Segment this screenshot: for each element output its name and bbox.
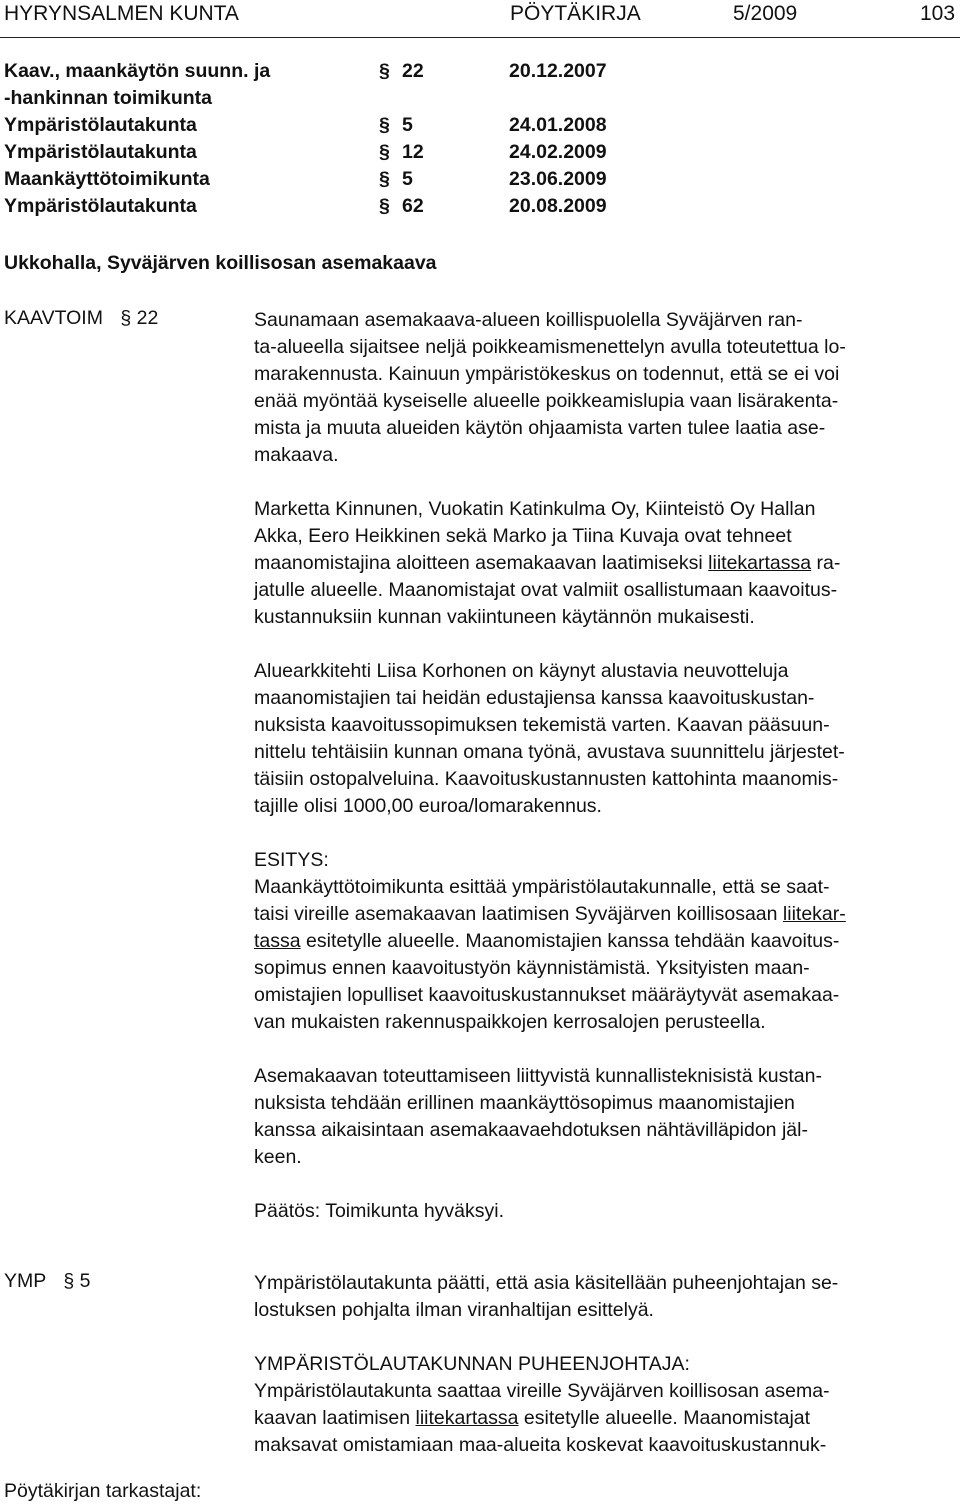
paragraph-line <box>254 550 954 577</box>
paragraph-line: Maankäyttötoimikunta esittää ympäristölautakunnalle, että se saat- <box>254 876 830 898</box>
paragraph-line: Aluearkkitehti Liisa Korhonen on käynyt alustavia neuvotteluja <box>254 660 789 682</box>
esitys-heading: ESITYS: <box>254 849 329 871</box>
chair-heading: YMPÄRISTÖLAUTAKUNNAN PUHEENJOHTAJA: <box>254 1353 690 1375</box>
attachment-map-link[interactable]: liitekar- <box>782 903 846 925</box>
paragraph-line: Marketta Kinnunen, Vuokatin Katinkulma Oy, Kiinteistö Oy Hallan <box>254 498 816 520</box>
paragraph-line: Akka, Eero Heikkinen sekä Marko ja Tiina Kuvaja ovat tehneet <box>254 525 792 547</box>
section-symbol: § <box>379 60 390 82</box>
handling-row <box>4 114 664 141</box>
section-symbol: § <box>379 114 390 136</box>
municipality-name: HYRYNSALMEN KUNTA <box>4 2 239 25</box>
paragraph-line: nuksista tehdään erillinen maankäyttösopimus maanomistajien <box>254 1092 795 1114</box>
handling-body: -hankinnan toimikunta <box>4 87 213 109</box>
paragraph-line: tajille olisi 1000,00 euroa/lomarakennus. <box>254 795 602 817</box>
paragraph-line: jatulle alueelle. Maanomistajat ovat valmiit osallistumaan kaavoitus- <box>254 579 838 601</box>
paragraph-line: Ympäristölautakunta saattaa vireille Syväjärven koillisosan asema- <box>254 1380 830 1402</box>
handling-body: Kaav., maankäytön suunn. ja <box>4 60 271 82</box>
handling-date: 20.12.2007 <box>509 60 607 82</box>
paragraph-line: maksavat omistamiaan maa-alueita koskevat kaavoituskustannuk- <box>254 1434 827 1456</box>
document-title: Ukkohalla, Syväjärven koillisosan asemakaava <box>4 252 437 274</box>
handling-date: 20.08.2009 <box>509 195 607 217</box>
paragraph-line: makaava. <box>254 444 339 466</box>
paragraph-line: nittelu tehtäisiin kunnan omana työnä, avustava suunnittelu järjestet- <box>254 741 845 763</box>
handling-body: Ympäristölautakunta <box>4 114 197 136</box>
paragraph-line: maanomistajien tai heidän edustajiensa kanssa kaavoituskustan- <box>254 687 815 709</box>
decision-line: Päätös: Toimikunta hyväksyi. <box>254 1200 505 1222</box>
handling-date: 23.06.2009 <box>509 168 607 190</box>
section-body-text <box>254 307 954 1225</box>
section-symbol: § <box>379 168 390 190</box>
handling-number: 12 <box>402 141 424 163</box>
text-run: ra- <box>811 552 841 574</box>
section-number: 5 <box>79 1270 91 1292</box>
paragraph-line: van mukaisten rakennuspaikkojen kerrosalojen perusteella. <box>254 1011 766 1033</box>
paragraph-line: kanssa aikaisintaan asemakaavaehdotuksen nähtävilläpidon jäl- <box>254 1119 808 1141</box>
text-run: taisi vireille asemakaavan laatimisen Syväjärven koillisosaan <box>254 903 783 925</box>
paragraph-line: sopimus ennen kaavoitustyön käynnistämistä. Yksityisten maan- <box>254 957 810 979</box>
document-type: PÖYTÄKIRJA <box>510 2 641 25</box>
paragraph-line: täisiin ostopalveluina. Kaavoituskustannusten kattohinta maanomis- <box>254 768 839 790</box>
handling-row <box>4 168 664 195</box>
paragraph-line: omistajien lopulliset kaavoituskustannukset määräytyvät asemakaa- <box>254 984 840 1006</box>
section-symbol: § <box>379 195 390 217</box>
paragraph-line <box>254 901 954 928</box>
handling-row <box>4 141 664 168</box>
paragraph-line: mista ja muuta alueiden käytön ohjaamista varten tulee laatia ase- <box>254 417 826 439</box>
section-symbol: § <box>63 1270 75 1292</box>
handling-row <box>4 87 664 114</box>
text-run: esitetylle alueelle. Maanomistajien kanssa tehdään kaavoitus- <box>300 930 840 952</box>
section-body: YMP <box>4 1270 46 1292</box>
handling-row <box>4 195 664 222</box>
section-label <box>4 1270 90 1293</box>
handling-number: 5 <box>402 114 413 136</box>
section-number: 22 <box>136 307 159 329</box>
section-symbol: § <box>120 307 132 329</box>
paragraph-line: Ympäristölautakunta päätti, että asia käsitellään puheenjohtajan se- <box>254 1272 839 1294</box>
text-run: kaavan laatimisen <box>254 1407 416 1429</box>
paragraph-line <box>254 1405 954 1432</box>
handling-number: 5 <box>402 168 413 190</box>
paragraph-line: nuksista kaavoitussopimuksen tekemistä varten. Kaavan pääsuun- <box>254 714 830 736</box>
attachment-map-link[interactable]: liitekartassa <box>708 552 812 574</box>
reviewers-label: Pöytäkirjan tarkastajat: <box>4 1480 202 1502</box>
paragraph-line: kustannuksiin kunnan vakiintuneen käytännön mukaisesti. <box>254 606 755 628</box>
handling-body: Maankäyttötoimikunta <box>4 168 210 190</box>
handling-number: 62 <box>402 195 424 217</box>
attachment-map-link[interactable]: liitekartassa <box>415 1407 519 1429</box>
section-label <box>4 307 158 330</box>
section-symbol: § <box>379 141 390 163</box>
handling-date: 24.02.2009 <box>509 141 607 163</box>
handling-body: Ympäristölautakunta <box>4 141 197 163</box>
header-rule <box>0 37 960 38</box>
paragraph-line: marakennusta. Kainuun ympäristökeskus on todennut, että se ei voi <box>254 363 840 385</box>
page-number: 103 <box>920 2 956 25</box>
paragraph-line <box>254 928 954 955</box>
attachment-map-link[interactable]: tassa <box>254 930 301 952</box>
section-body: KAAVTOIM <box>4 307 103 329</box>
text-run: maanomistajina aloitteen asemakaavan laatimiseksi <box>254 552 709 574</box>
handling-row <box>4 60 664 87</box>
issue-number: 5/2009 <box>733 2 798 25</box>
handling-body: Ympäristölautakunta <box>4 195 197 217</box>
handling-number: 22 <box>402 60 424 82</box>
paragraph-line: ta-alueella sijaitsee neljä poikkeamismenettelyn avulla toteutettua lo- <box>254 336 846 358</box>
paragraph-line: lostuksen pohjalta ilman viranhaltijan esittelyä. <box>254 1299 654 1321</box>
section-body-text <box>254 1270 954 1459</box>
paragraph-line: enää myöntää kyseiselle alueelle poikkeamislupia vaan lisärakenta- <box>254 390 839 412</box>
paragraph-line: Asemakaavan toteuttamiseen liittyvistä kunnallisteknisistä kustan- <box>254 1065 822 1087</box>
handling-date: 24.01.2008 <box>509 114 607 136</box>
text-run: esitetylle alueelle. Maanomistajat <box>518 1407 811 1429</box>
paragraph-line: keen. <box>254 1146 302 1168</box>
paragraph-line: Saunamaan asemakaava-alueen koillispuolella Syväjärven ran- <box>254 309 803 331</box>
